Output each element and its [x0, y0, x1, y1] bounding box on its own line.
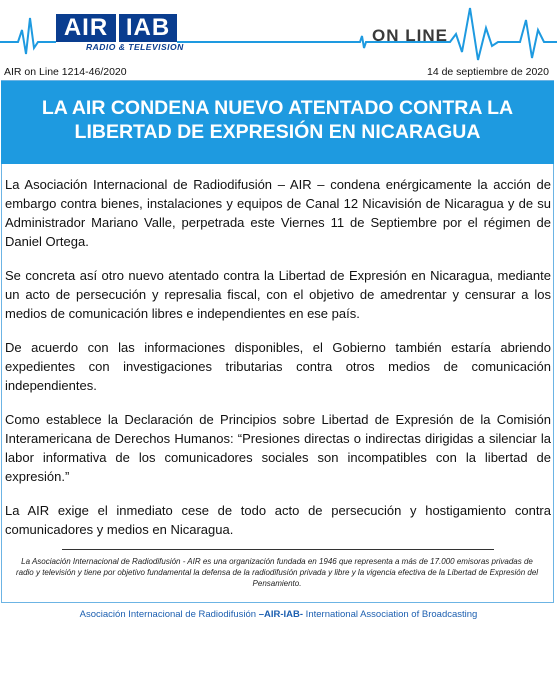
organization-note: La Asociación Internacional de Radiodifusión - AIR es una organización fundada en 1946 que representa a más de 17.000 emisoras privadas de radio y televisión y tiene por objetivo fundamental la defensa de la radiodifusión privada y libre y la vigencia efectiva de la Libertad de Expresión del Pensamiento.	[15, 557, 539, 588]
online-label: ON LINE	[372, 26, 448, 45]
paragraph: Como establece la Declaración de Principios sobre Libertad de Expresión de la Comisión Interamericana de Derechos Humanos: “Presiones directas o indirectas dirigidas a silenciar la labor informativa de los comunicadores sociales son incompatibles con la libertad de expresión.”	[5, 412, 551, 484]
paragraph: La AIR exige el inmediato cese de todo acto de persecución y hostigamiento contra comunicadores y medios en Nicaragua.	[5, 503, 551, 537]
reference-number: AIR on Line 1214-46/2020	[4, 66, 127, 78]
publication-date: 14 de septiembre de 2020	[426, 66, 549, 78]
title-line-2: LIBERTAD DE EXPRESIÓN EN NICARAGUA	[74, 121, 481, 143]
footer	[0, 609, 557, 620]
page-title	[1, 96, 554, 144]
logo-air: AIR	[56, 14, 116, 42]
paragraph: Se concreta así otro nuevo atentado contra la Libertad de Expresión en Nicaragua, mediante un acto de persecución y represalia fiscal, con el objetivo de amedrentar y censurar a los medios de comunicación libres e independientes en ese país.	[5, 268, 551, 321]
letterhead	[0, 0, 557, 66]
paragraph: De acuerdo con las informaciones disponibles, el Gobierno también estaría abriendo expedientes con investigaciones tributarias contra otros medios de comunicación independientes.	[5, 340, 551, 393]
title-line-1: LA AIR CONDENA NUEVO ATENTADO CONTRA LA	[41, 97, 514, 119]
footer-acronym: –AIR-IAB-	[258, 609, 304, 620]
title-banner	[1, 81, 554, 164]
divider	[62, 549, 494, 550]
footer-suffix: International Association of Broadcasting	[303, 609, 478, 620]
footer-prefix: Asociación Internacional de Radiodifusión	[79, 609, 259, 620]
article-body	[5, 175, 551, 554]
meta-row	[4, 66, 549, 80]
paragraph: La Asociación Internacional de Radiodifusión – AIR – condena enérgicamente la acción de embargo contra bienes, instalaciones y equipos de Canal 12 Nicavisión de Nicaragua y de su Administrador Mariano Valle, perpetrada este Viernes 11 de Septiembre por el régimen de Daniel Ortega.	[5, 177, 551, 249]
logo-iab: IAB	[119, 14, 177, 42]
logo-subtitle: RADIO & TELEVISION	[86, 42, 184, 52]
